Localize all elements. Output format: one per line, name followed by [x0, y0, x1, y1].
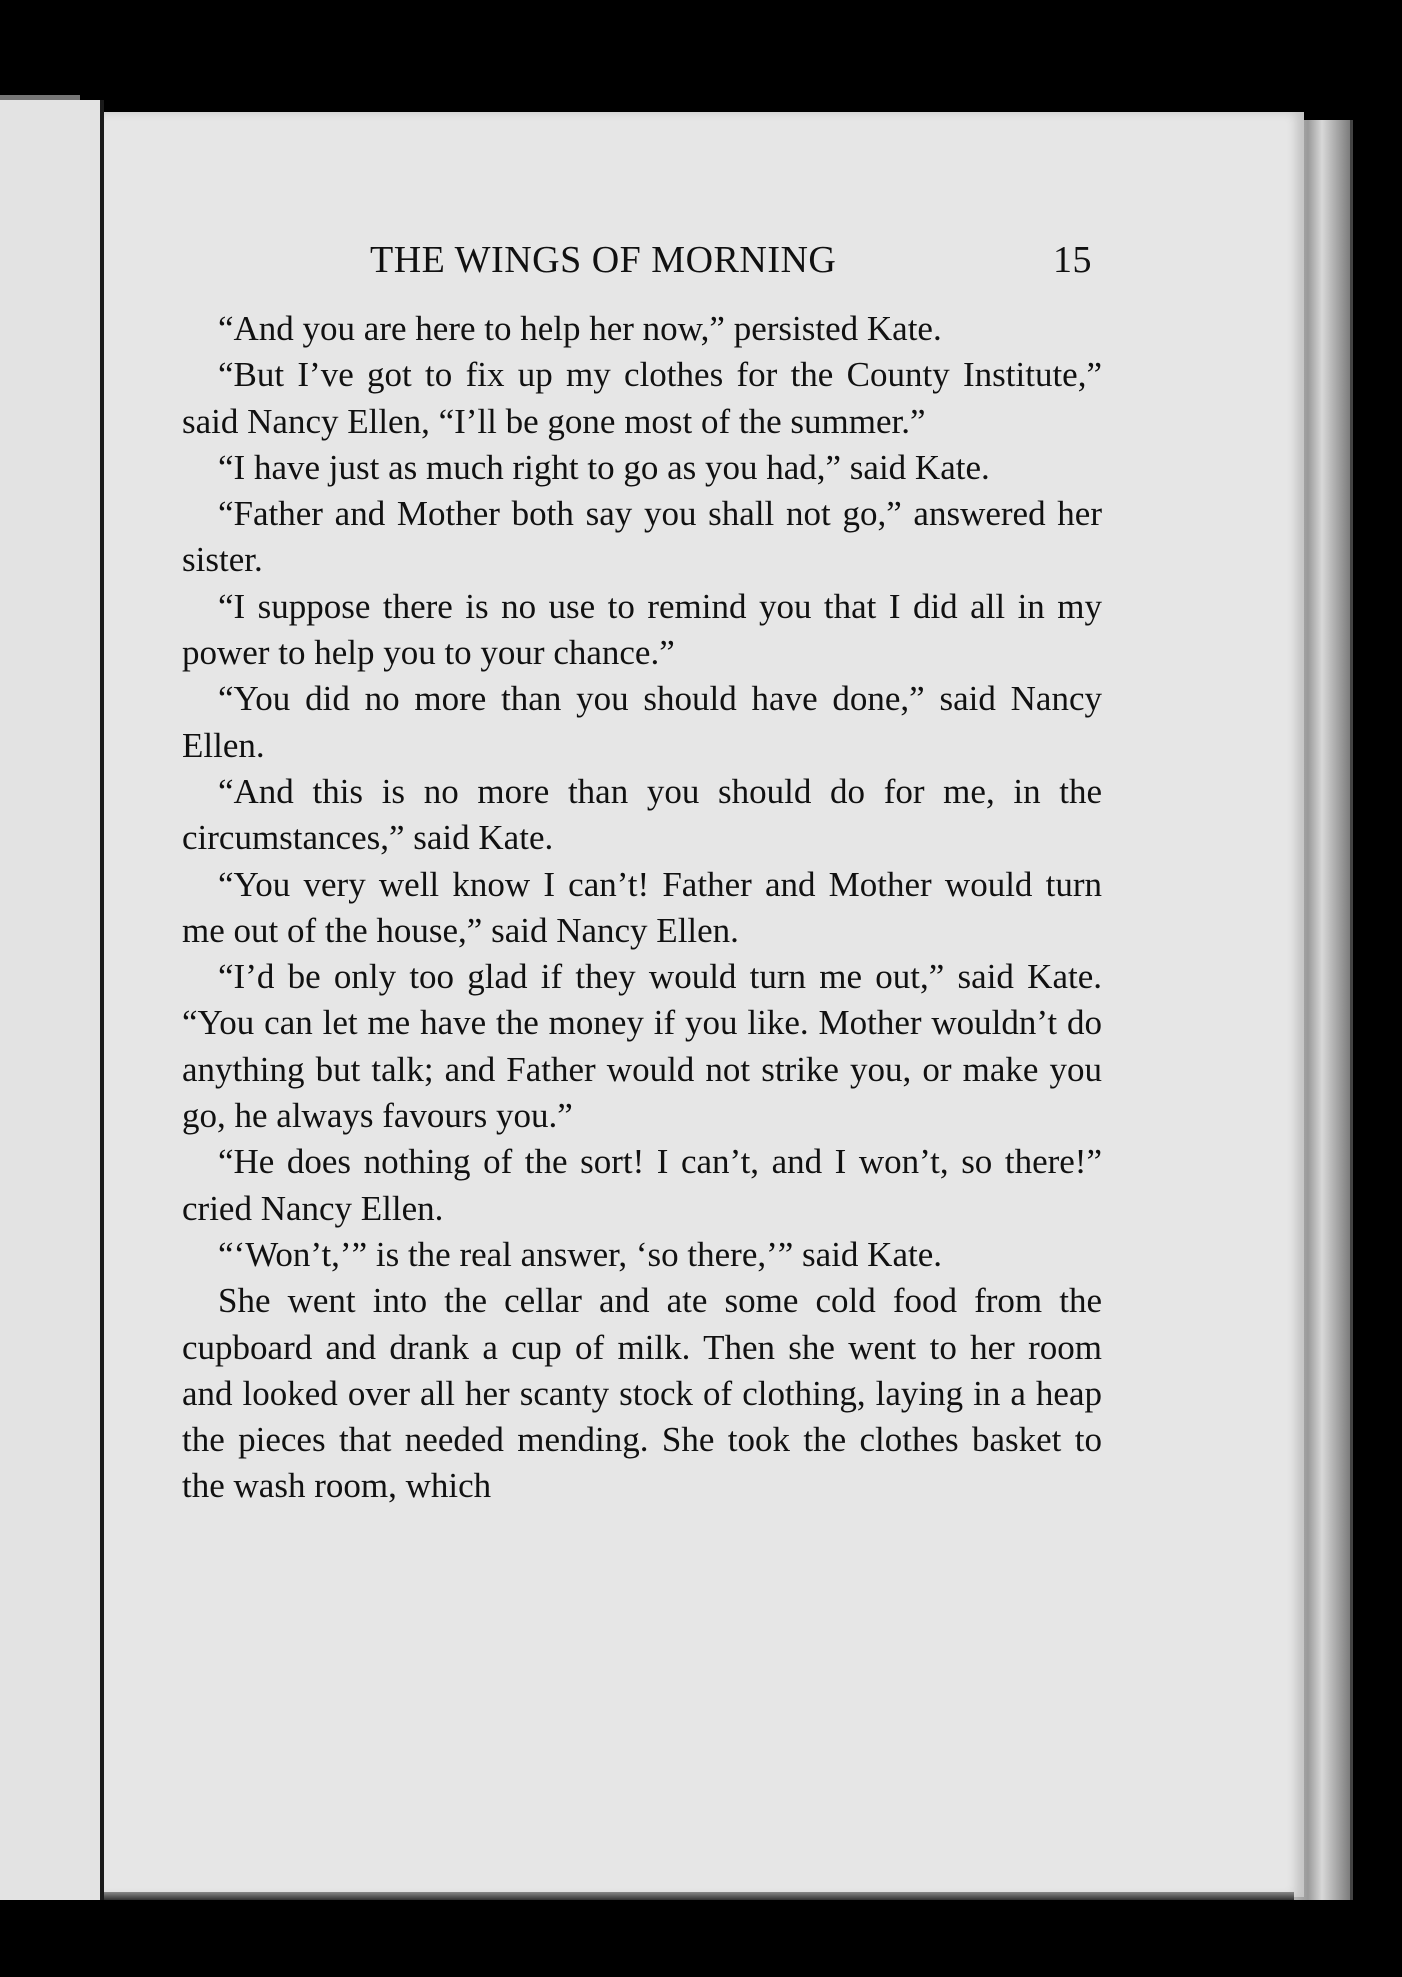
page-body — [182, 306, 1102, 1510]
running-title: THE WINGS OF MORNING — [370, 239, 837, 281]
paragraph: “You very well know I can’t! Father and Mother would turn me out of the house,” said Nancy Ellen. — [182, 864, 1102, 950]
paragraph: “I suppose there is no use to remind you that I did all in my power to help you to your chance.” — [182, 586, 1102, 673]
paragraph: She went into the cellar and ate some cold food from the cupboard and drank a cup of milk. Then she went to her room and looked over all her scanty stock of clothing, laying in a heap the pieces that needed mending. She took the clothes basket to the wash room, which — [182, 1281, 1102, 1506]
paragraph: “Father and Mother both say you shall not go,” answered her sister. — [182, 494, 1102, 580]
paragraph: “You did no more than you should have done,” said Nancy Ellen. — [182, 679, 1102, 765]
paragraph: “And this is no more than you should do for me, in the circumstances,” said Kate. — [182, 771, 1102, 858]
paragraph: “‘Won’t,’” is the real answer, ‘so there,’” said Kate. — [218, 1234, 942, 1274]
paragraph: “He does nothing of the sort! I can’t, and I won’t, so there!” cried Nancy Ellen. — [182, 1142, 1102, 1228]
paragraph: “I have just as much right to go as you had,” said Kate. — [218, 447, 990, 487]
paragraph: “I’d be only too glad if they would turn me out,” said Kate. “You can let me have the money if you like. Mother wouldn’t do anything but talk; and Father would not strike you, or make you go, he always favours you.” — [182, 957, 1102, 1136]
page-bottom-edge — [104, 1892, 1294, 1900]
left-page — [0, 100, 104, 1900]
paragraph: “But I’ve got to fix up my clothes for the County Institute,” said Nancy Ellen, “I’ll be gone most of the summer.” — [182, 355, 1102, 441]
page-number: 15 — [1053, 239, 1092, 281]
paragraph: “And you are here to help her now,” persisted Kate. — [218, 309, 942, 348]
